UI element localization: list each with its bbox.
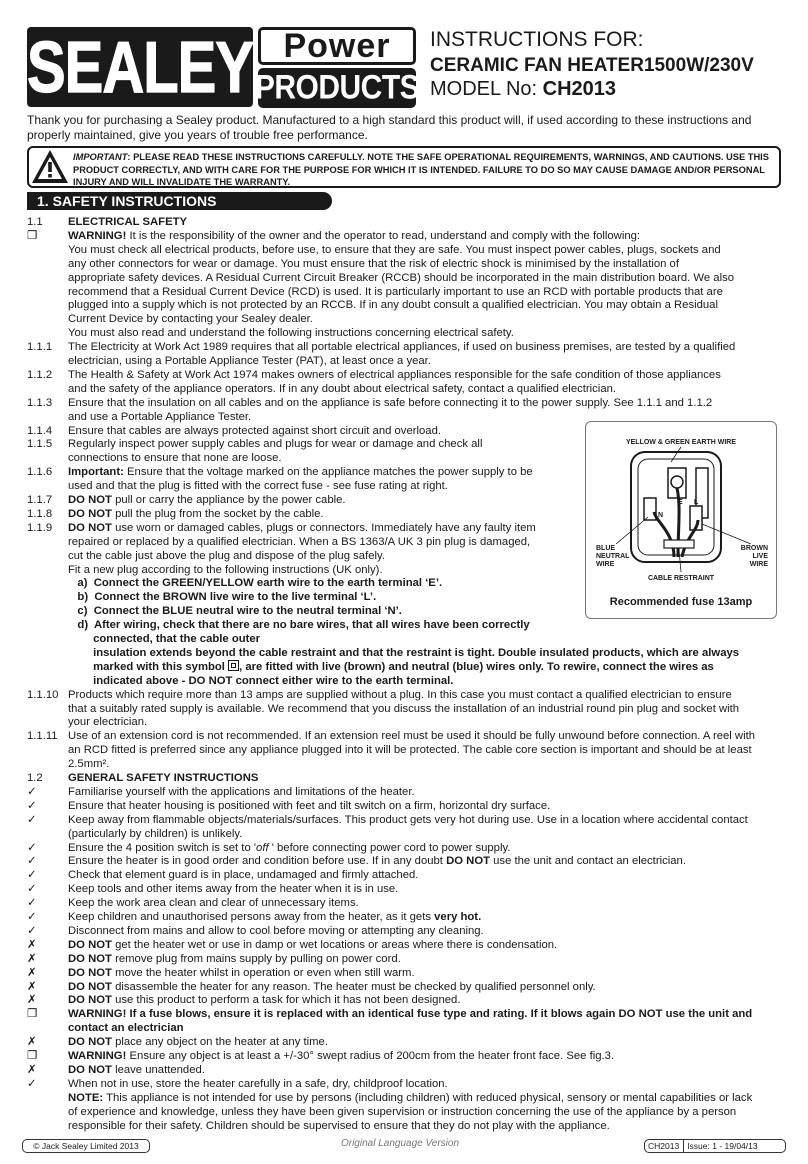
item-text: WARNING! It is the responsibility of the owner and the operator to read, understand and comply with the following: <box>68 229 641 242</box>
item-number: ✓ <box>27 785 37 798</box>
item-number: 1.1.2 <box>27 368 53 381</box>
item-text: DO NOT use this product to perform a task for which it has not been designed. <box>68 994 461 1007</box>
fuse-caption: Recommended fuse 13amp <box>609 596 753 608</box>
item-text: your electrician. <box>68 716 148 729</box>
brown-wire-label: BROWN LIVE WIRE <box>740 545 768 568</box>
item-text: c) Connect the BLUE neutral wire to the neutral terminal ‘N’. <box>77 605 402 618</box>
sealey-logo-text: SEALEY <box>26 26 254 108</box>
warning-label: IMPORTANT <box>73 152 128 162</box>
item-text: d) After wiring, check that there are no bare wires, that all wires have been correctly <box>77 619 530 632</box>
item-text: plugged into a supply which is not protected by an RCCB. If in any doubt consult a qualified electrician. You may obtain a Residual <box>68 299 718 312</box>
products-logo-text: PRODUCTS <box>254 68 420 107</box>
item-text: DO NOT pull the plug from the socket by the cable. <box>68 507 324 520</box>
item-text: Keep away from flammable objects/materials/surfaces. This product gets very hot during use. Use in a location where accidental contact <box>68 813 748 826</box>
item-text: a) Connect the GREEN/YELLOW earth wire to the earth terminal ‘E’. <box>77 577 443 590</box>
item-number: ✓ <box>27 813 37 826</box>
item-text: ELECTRICAL SAFETY <box>68 216 188 228</box>
item-text: 2.5mm². <box>68 758 110 771</box>
item-text: GENERAL SAFETY INSTRUCTIONS <box>68 772 259 784</box>
item-text: You must also read and understand the following instructions concerning electrical safety. <box>68 327 514 340</box>
terminal-n-label: N <box>658 512 664 519</box>
item-text: Products which require more than 13 amps are supplied without a plug. In this case you must contact a qualified electrician to ensure <box>68 688 732 701</box>
plug-wiring-figure <box>585 421 777 619</box>
item-number: ✓ <box>27 799 37 812</box>
item-number: 1.1.7 <box>27 494 53 506</box>
item-number: ✓ <box>27 841 37 854</box>
item-number: 1.1.3 <box>27 396 53 409</box>
item-text: any other connectors for wear or damage. You must ensure that the risk of electric shock is minimised by the installation of <box>68 257 679 270</box>
item-number: 1.1.9 <box>27 521 53 534</box>
item-number: 1.1.4 <box>27 424 53 437</box>
item-text: insulation extends beyond the cable restraint and that the restraint is tight. Double insulated products, which are always <box>93 646 740 659</box>
item-text: connected, that the cable outer <box>93 633 261 645</box>
copyright-badge: © Jack Sealey Limited 2013 <box>22 1139 150 1153</box>
item-number: ❐ <box>27 1008 38 1021</box>
terminal-l-label: L <box>694 499 699 506</box>
item-text: and the safety of the appliance operators. If in any doubt about electrical safety, contact a qualified electrician. <box>68 382 617 395</box>
item-number: ✗ <box>27 980 37 993</box>
item-number: 1.1.1 <box>27 341 53 354</box>
item-text: NOTE: This appliance is not intended for use by persons (including children) with reduced physical, sensory or mental capabilities or lack <box>68 1091 753 1104</box>
item-text: DO NOT get the heater wet or use in damp or wet locations or areas where there is condensation. <box>68 938 558 951</box>
item-number: ✗ <box>27 938 37 951</box>
item-text: cut the cable just above the plug and dispose of the plug safely. <box>68 549 385 562</box>
blue-wire-label: BLUE NEUTRAL WIRE <box>596 545 630 568</box>
issue-badge <box>644 1139 786 1153</box>
item-text: WARNING! If a fuse blows, ensure it is replaced with an identical fuse type and rating. If it blows again DO NOT use the unit and <box>68 1008 753 1021</box>
item-text: DO NOT leave unattended. <box>68 1063 205 1076</box>
plug-diagram <box>586 422 776 592</box>
power-logo-text: Power <box>283 26 391 65</box>
cable-restraint-label: CABLE RESTRAINT <box>647 575 715 582</box>
item-number: ✓ <box>27 869 37 882</box>
item-text: Keep the work area clean and clear of unnecessary items. <box>68 897 359 910</box>
item-text: an RCD fitted is preferred since any appliance plugged into it will be protected. The cable core section is important and should be at least <box>68 744 752 757</box>
item-text: b) Connect the BROWN live wire to the live terminal ‘L’. <box>77 591 377 604</box>
item-text: DO NOT pull or carry the appliance by the power cable. <box>68 494 346 506</box>
item-number: 1.2 <box>27 772 43 784</box>
item-text: recommend that a Residual Current Device (RCD) is used. It is particularly important to use an RCD with portable products that are <box>68 285 723 298</box>
language-note: Original Language Version <box>340 1138 460 1149</box>
item-text: connections to ensure that none are loose. <box>68 452 282 465</box>
section-heading-text: 1. SAFETY INSTRUCTIONS <box>37 193 217 209</box>
item-text: Check that element guard is in place, undamaged and firmly attached. <box>68 869 419 882</box>
item-text: contact an electrician <box>68 1022 184 1035</box>
item-text: Ensure that cables are always protected against short circuit and overload. <box>68 424 442 437</box>
item-number: 1.1.10 <box>27 688 59 701</box>
item-text: When not in use, store the heater carefully in a safe, dry, childproof location. <box>68 1077 448 1090</box>
item-number: ✓ <box>27 897 37 910</box>
terminal-e-label: E <box>678 499 683 506</box>
item-text: of experience and knowledge, unless they have been given supervision or instruction concerning the use of the appliance by a person <box>68 1105 737 1118</box>
item-text: DO NOT remove plug from mains supply by pulling on power cord. <box>68 952 401 965</box>
item-text: Fit a new plug according to the following instructions (UK only). <box>68 563 383 576</box>
sealey-logo <box>27 27 253 107</box>
item-number: 1.1 <box>27 216 43 228</box>
item-text: DO NOT move the heater whilst in operation or even when still warm. <box>68 966 415 979</box>
item-number: ✗ <box>27 994 37 1007</box>
item-number: ✗ <box>27 966 37 979</box>
item-text: DO NOT use worn or damaged cables, plugs or connectors. Immediately have any faulty item <box>68 521 536 534</box>
power-logo <box>258 27 416 65</box>
item-text: Ensure that the insulation on all cables and on the appliance is safe before connecting it to the power supply. See 1.1.1 and 1.1.2 <box>68 396 713 409</box>
item-number: ✓ <box>27 883 37 896</box>
item-text: electrician, using a Portable Appliance Tester (PAT), at least once a year. <box>68 355 431 367</box>
item-text: indicated above - DO NOT connect either wire to the earth terminal. <box>93 674 454 687</box>
item-number: ✗ <box>27 952 37 965</box>
item-number: ✓ <box>27 1077 37 1090</box>
item-number: 1.1.11 <box>27 730 58 743</box>
item-text: Ensure that heater housing is positioned with feet and tilt switch on a firm, horizontal dry surface. <box>68 799 551 812</box>
products-logo <box>254 68 420 108</box>
item-number: ✗ <box>27 1063 37 1076</box>
item-number: 1.1.5 <box>27 438 53 451</box>
item-text: (particularly by children) is unlikely. <box>68 827 243 840</box>
item-number: ✗ <box>27 1036 37 1049</box>
item-number: 1.1.8 <box>27 507 53 520</box>
earth-wire-label: YELLOW & GREEN EARTH WIRE <box>625 439 737 446</box>
item-number: 1.1.6 <box>27 466 53 479</box>
item-number: ❐ <box>27 1050 38 1062</box>
item-text: Disconnect from mains and allow to cool before moving or attempting any cleaning. <box>68 924 484 937</box>
model-number: CH2013 <box>542 78 617 100</box>
footer-model: CH2013 <box>648 1141 680 1151</box>
item-text: repaired or replaced by a qualified electrician. When a BS 1363/A UK 3 pin plug is damaged, <box>68 535 531 548</box>
item-text: that a suitably rated supply is available. We recommend that you discuss the installation of an industrial round pin plug and socket with <box>68 702 740 715</box>
footer-issue: Issue: 1 - 19/04/13 <box>683 1140 757 1152</box>
item-text: Ensure the heater is in good order and condition before use. If in any doubt DO NOT use the unit and contact an electrician. <box>68 855 686 868</box>
item-text: Current Device by contacting your Sealey dealer. <box>68 313 313 326</box>
item-text: Keep children and unauthorised persons away from the heater, as it gets very hot. <box>68 911 482 923</box>
item-text: The Electricity at Work Act 1989 requires that all portable electrical appliances, if used on business premises, are tested by a qualified <box>68 341 736 354</box>
doc-title-line1: INSTRUCTIONS FOR: <box>430 28 644 51</box>
item-text: The Health & Safety at Work Act 1974 makes owners of electrical appliances responsible for the safe condition of those appliances <box>68 368 721 381</box>
model-label: MODEL No: <box>430 78 543 100</box>
item-text: Use of an extension cord is not recommended. If an extension reel must be used it should be fully unwound before connection. A reel with <box>68 730 756 743</box>
item-text: Ensure the 4 position switch is set to 'off ' before connecting power cord to power supply. <box>68 841 511 854</box>
item-text: You must check all electrical products, before use, to ensure that they are safe. You must inspect power cables, plugs, sockets and <box>68 243 721 256</box>
item-number: ✓ <box>27 924 37 937</box>
section-heading <box>27 192 332 210</box>
warning-body: : PLEASE READ THESE INSTRUCTIONS CAREFULLY. NOTE THE SAFE OPERATIONAL REQUIREMENTS, WARNINGS, AND CAUTIONS. USE THIS PRODUCT CORRECTLY, AND WITH CARE FOR THE PURPOSE FOR WHICH IT IS INTENDED. FAILURE TO DO SO MAY CAUSE DAMAGE AND/OR PERSONAL INJURY AND WILL INVALIDATE THE WARRANTY. <box>73 152 769 187</box>
item-text: appropriate safety devices. A Residual Current Circuit Breaker (RCCB) should be incorporated in the main distribution board. We also <box>68 271 735 284</box>
item-number: ❐ <box>27 229 38 242</box>
item-number: ✓ <box>27 855 37 868</box>
item-text: DO NOT place any object on the heater at any time. <box>68 1036 328 1049</box>
item-number: ✓ <box>27 911 37 923</box>
item-text: and use a Portable Appliance Tester. <box>68 410 252 423</box>
intro-paragraph: Thank you for purchasing a Sealey product. Manufactured to a high standard this product will, if used according to these instructions and properly maintained, give you years of trouble free performance. <box>27 113 752 142</box>
item-text: used and that the plug is fitted with the correct fuse - see fuse rating at right. <box>68 480 448 493</box>
warning-triangle-icon <box>30 148 70 186</box>
item-text: WARNING! Ensure any object is at least a +/-30° swept radius of 200cm from the heater front face. See fig.3. <box>68 1050 615 1062</box>
item-text: Important: Ensure that the voltage marked on the appliance matches the power supply to be <box>68 466 533 479</box>
model-line <box>430 78 616 101</box>
item-text: responsible for their safety. Children should be supervised to ensure that they do not play with the appliance. <box>68 1119 610 1132</box>
item-text: DO NOT disassemble the heater for any reason. The heater must be checked by qualified personnel only. <box>68 980 596 993</box>
item-text: Keep tools and other items away from the heater when it is in use. <box>68 883 399 896</box>
item-text: Regularly inspect power supply cables and plugs for wear or damage and check all <box>68 438 483 451</box>
item-text: marked with this symbol , are fitted with live (brown) and neutral (blue) wires only. To rewire, connect the wires as <box>93 660 714 673</box>
doc-title-line2: CERAMIC FAN HEATER1500W/230V <box>430 55 754 76</box>
item-text: Familiarise yourself with the applications and limitations of the heater. <box>68 785 415 798</box>
warning-text <box>73 151 777 189</box>
